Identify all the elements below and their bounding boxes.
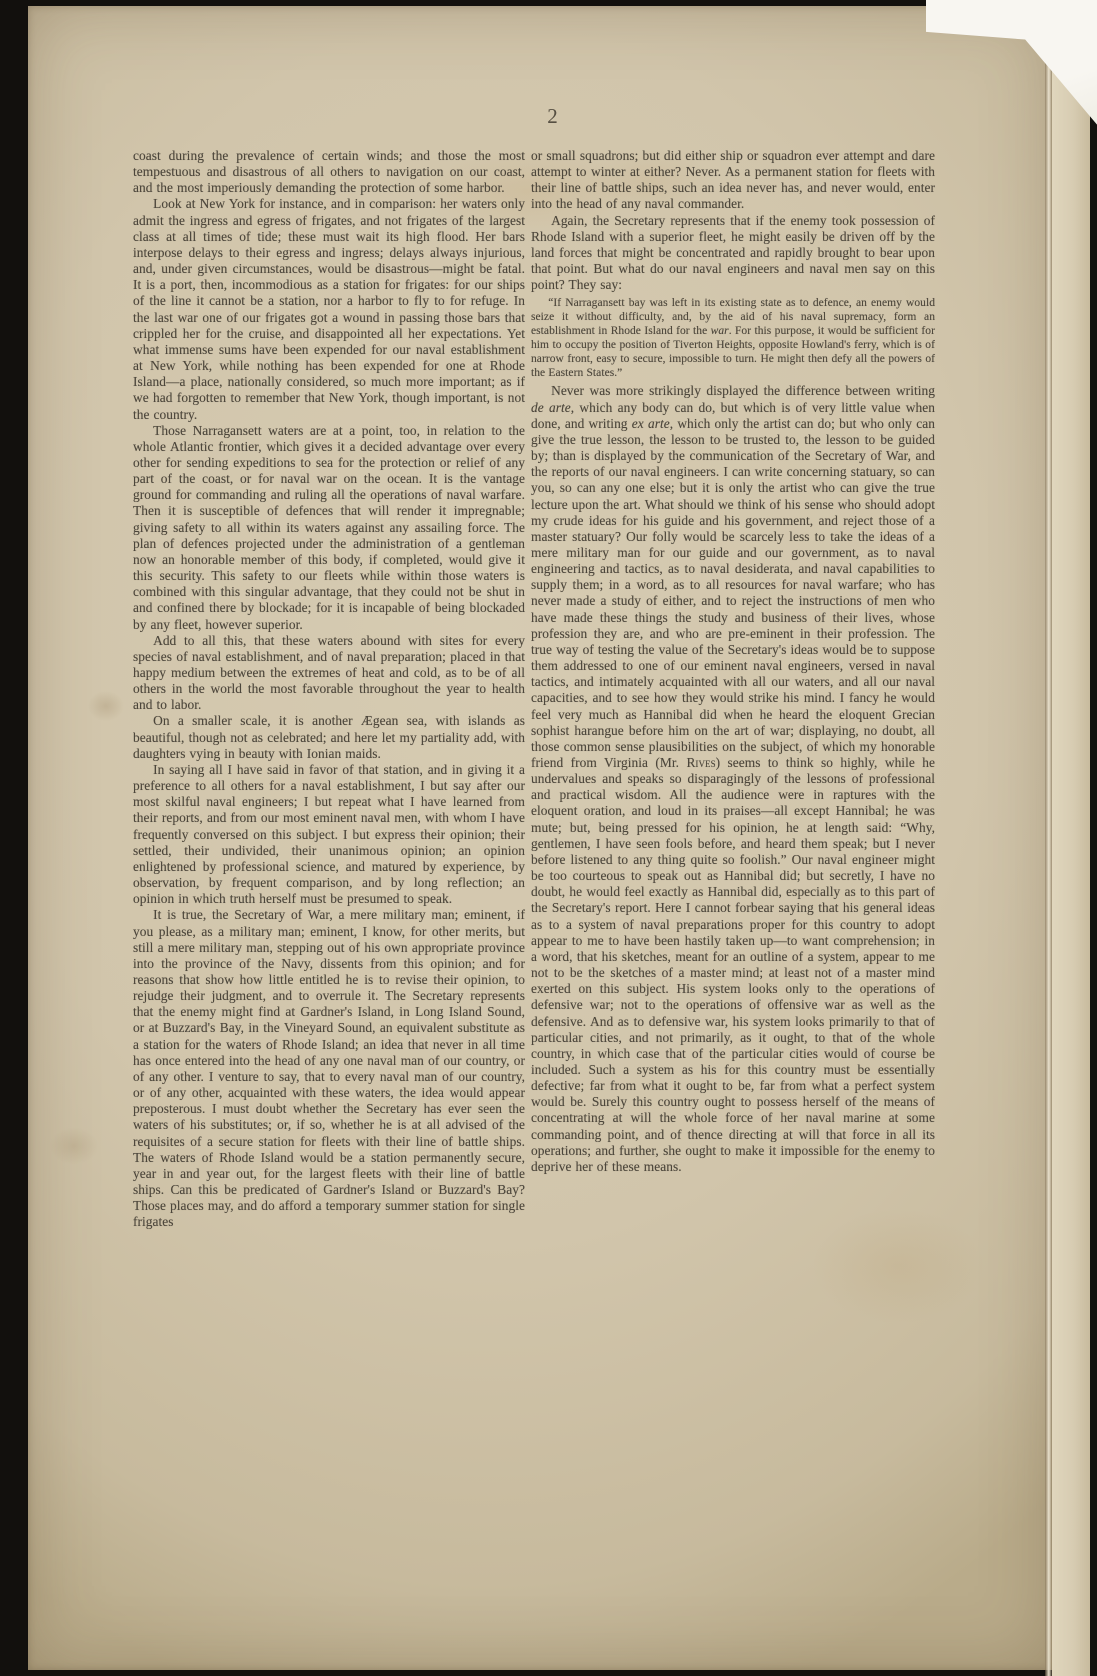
paragraph <box>531 383 935 1175</box>
italic-text: de arte <box>531 399 571 415</box>
paragraph: or small squadrons; but did either ship or squadron ever attempt and dare attempt to winter at either? Never. As a permanent station for fleets with their line of battle ships, such an idea never has, and never would, enter into the head of any naval commander. <box>531 148 935 212</box>
right-text-column <box>531 148 935 1175</box>
paper-sheet <box>28 6 1052 1670</box>
left-text-column <box>133 148 525 1230</box>
italic-text: war <box>710 325 729 338</box>
text-segment: “If Narragansett bay was left in its existing state as to defence, an enemy would seize it without difficulty, and, by the aid of his naval supremacy, form an establishment in Rhode Island for the <box>531 297 935 338</box>
paragraph: It is true, the Secretary of War, a mere military man; eminent, if you please, as a military man; eminent, I know, for other merits, but still a mere military man, stepping out of his own appropriate province into the province of the Navy, dissents from this opinion; and for reasons that show how little entitled he is to revise their opinion, to rejudge their judgment, and to overrule it. The Secretary represents that the enemy might find at Gardner's Island, in Long Island Sound, or at Buzzard's Bay, in the Vineyard Sound, an equivalent substitute as a station for the waters of Rhode Island; an idea that never in all time has once entered into the head of any one naval man of our country, or of any other. I venture to say, that to every naval man of our country, or of any other, acquainted with these waters, the idea would appear preposterous. I must doubt whether the Secretary has ever seen the waters of his substitutes; or, if so, whether he is at all advised of the requisites of a secure station for fleets with their line of battle ships. The waters of Rhode Island would be a station permanently secure, year in and year out, for the largest fleets with their line of battle ships. Can this be predicated of Gardner's Island or Buzzard's Bay? Those places may, and do afford a temporary summer station for single frigates <box>133 907 525 1230</box>
paragraph: In saying all I have said in favor of that station, and in giving it a preference to all others for a naval establishment, I but say after our most skilful naval engineers; I but repeat what I have learned from their reports, and from our most eminent naval men, with whom I have frequently conversed on this subject. I but express their opinion; their settled, their undivided, their unanimous opinion; an opinion enlightened by professional science, and matured by experience, by observation, by frequent comparison, and by long reflection; an opinion in which truth herself must be presumed to speak. <box>133 761 525 907</box>
paragraph: coast during the prevalence of certain winds; and those the most tempestuous and disastrous of all others to navigation on our coast, and the most imperiously demanding the protection of some harbor. <box>133 148 525 196</box>
page-fold-seam <box>1045 0 1052 1676</box>
text-segment: , which any body can do, but which is of very little value when done, and writing <box>531 399 935 431</box>
block-quote <box>531 296 935 380</box>
paragraph: On a smaller scale, it is another Ægean sea, with islands as beautiful, though not as celebrated; and here let my partiality add, with daughters vying in beauty with Ionian maids. <box>133 713 525 761</box>
small-caps-text: Rives <box>686 755 716 770</box>
adjacent-page-edge <box>1052 0 1090 1676</box>
text-segment: ) seems to think so highly, while he undervalues and speaks so disparagingly of the lessons of professional and practical wisdom. All the audience were in raptures with the eloquent oration, and loud in its praises—all except Hannibal; he was mute; but, being pressed for his opinion, he at length said: “Why, gentlemen, I have seen fools before, and heard them speak; but I never before listened to any thing quite so foolish.” Our naval engineer might be too courteous to speak out as Hannibal did; but secretly, I have no doubt, he would feel exactly as Hannibal did, especially as to this part of the Secretary's report. Here I cannot forbear saying that his general ideas as to a system of naval preparations proper for this country to adopt appear to me to have been hastily taken up—to want comprehension; in a word, that his sketches, meant for an outline of a system, appear to me not to be the sketches of a master mind; at least not of a master mind exerted on this subject. His system looks only to the operations of defensive war; not to the operations of offensive war as well as the defensive. And as to defensive war, his system looks primarily to that of particular cities, and not primarily, as it ought, to that of the whole country, in which case that of the particular cities would of course be included. Such a system as his for this country must be essentially defective; far from what it ought to be, far from what a perfect system would be. Surely this country ought to possess herself of the means of concentrating at will the whole force of her naval marine at some commanding point, and of thence directing at will that force in all its operations; and further, she ought to make it impossible for the enemy to deprive her of these means. <box>531 755 935 1174</box>
text-segment: , which only the artist can do; but who only can give the true lesson, the lesson to be trusted to, the lesson to be guided by; than is displayed by the communication of the Secretary of War, and the reports of our naval engineers. I can write concerning statuary, so can you, so can any one else; but it is only the artist who can give the true lecture upon the art. What should we think of his sense who should adopt my crude ideas for his guide and his government, and reject those of a master statuary? Our folly would be scarcely less to take the ideas of a mere military man for our guide and our government, as to naval engineering and tactics, as to naval desiderata, and naval capabilities to supply them; in a word, as to all resources for naval warfare; who has never made a study of either, and to reject the instructions of men who have made these things the study and business of their lives, whose profession they are, and who are pre-eminent in their profession. The true way of testing the value of the Secretary's ideas would be to suppose them addressed to one of our eminent naval engineers, versed in naval tactics, and intimately acquainted with all our waters, and all our naval capacities, and to see how they would strike his mind. I fancy he would feel very much as Hannibal did when he heard the eloquent Grecian sophist harangue before him on the art of war; displaying, no doubt, all those common sense plausibilities on the subject, of which my honorable friend from Virginia (Mr. <box>531 415 935 770</box>
text-segment: . For this purpose, it would be sufficient for him to occupy the position of Tiverton Heights, opposite Howland's ferry, which is of narrow front, easy to secure, impossible to turn. He might then defy all the powers of the Eastern States.” <box>531 325 935 380</box>
page-number: 2 <box>547 104 559 128</box>
italic-text: ex arte <box>631 415 670 431</box>
background-right-strip <box>1090 0 1097 1676</box>
paragraph: Look at New York for instance, and in comparison: her waters only admit the ingress and egress of frigates, and not frigates of the largest class at all times of tide; these must wait its high flood. Her bars interpose delays to their egress and ingress; delays always injurious, and, under given circumstances, would be disastrous—might be fatal. It is a port, then, incommodious as a station for frigates: for our ships of the line it cannot be a station, nor a harbor to fly to for refuge. In the last war one of our frigates got a wound in passing those bars that crippled her for the cruise, and disappointed all her expectations. Yet what immense sums have been expended for our naval establishment at New York, while nothing has been expended for one at Rhode Island—a place, nationally considered, so much more important; as if we had forgotten to remember that New York, though important, is not the country. <box>133 196 525 422</box>
paragraph: Add to all this, that these waters abound with sites for every species of naval establishment, and of naval preparation; placed in that happy medium between the extremes of heat and cold, as to be of all others in the world the most favorable throughout the year to health and to labor. <box>133 632 525 713</box>
paragraph: Again, the Secretary represents that if the enemy took possession of Rhode Island with a superior fleet, he might easily be driven off by the land forces that might be concentrated and rapidly brought to bear upon that point. But what do our naval engineers and naval men say on this point? They say: <box>531 212 935 293</box>
text-segment: Never was more strikingly displayed the difference between writing <box>551 383 935 399</box>
paragraph: Those Narragansett waters are at a point, too, in relation to the whole Atlantic frontier, which gives it a decided advantage over every other for sending expeditions to sea for the protection or relief of any part of the coast, or for naval war on the ocean. It is the vantage ground for commanding and ruling all the operations of naval warfare. Then it is susceptible of defences that will render it impregnable; giving safety to all within its waters against any assailing force. The plan of defences projected under the administration of a gentleman now an honorable member of this body, if completed, would give it this security. This safety to our fleets while within those waters is combined with this singular advantage, that they could not be shut in and confined there by blockade; for it is incapable of being blockaded by any fleet, however superior. <box>133 422 525 632</box>
